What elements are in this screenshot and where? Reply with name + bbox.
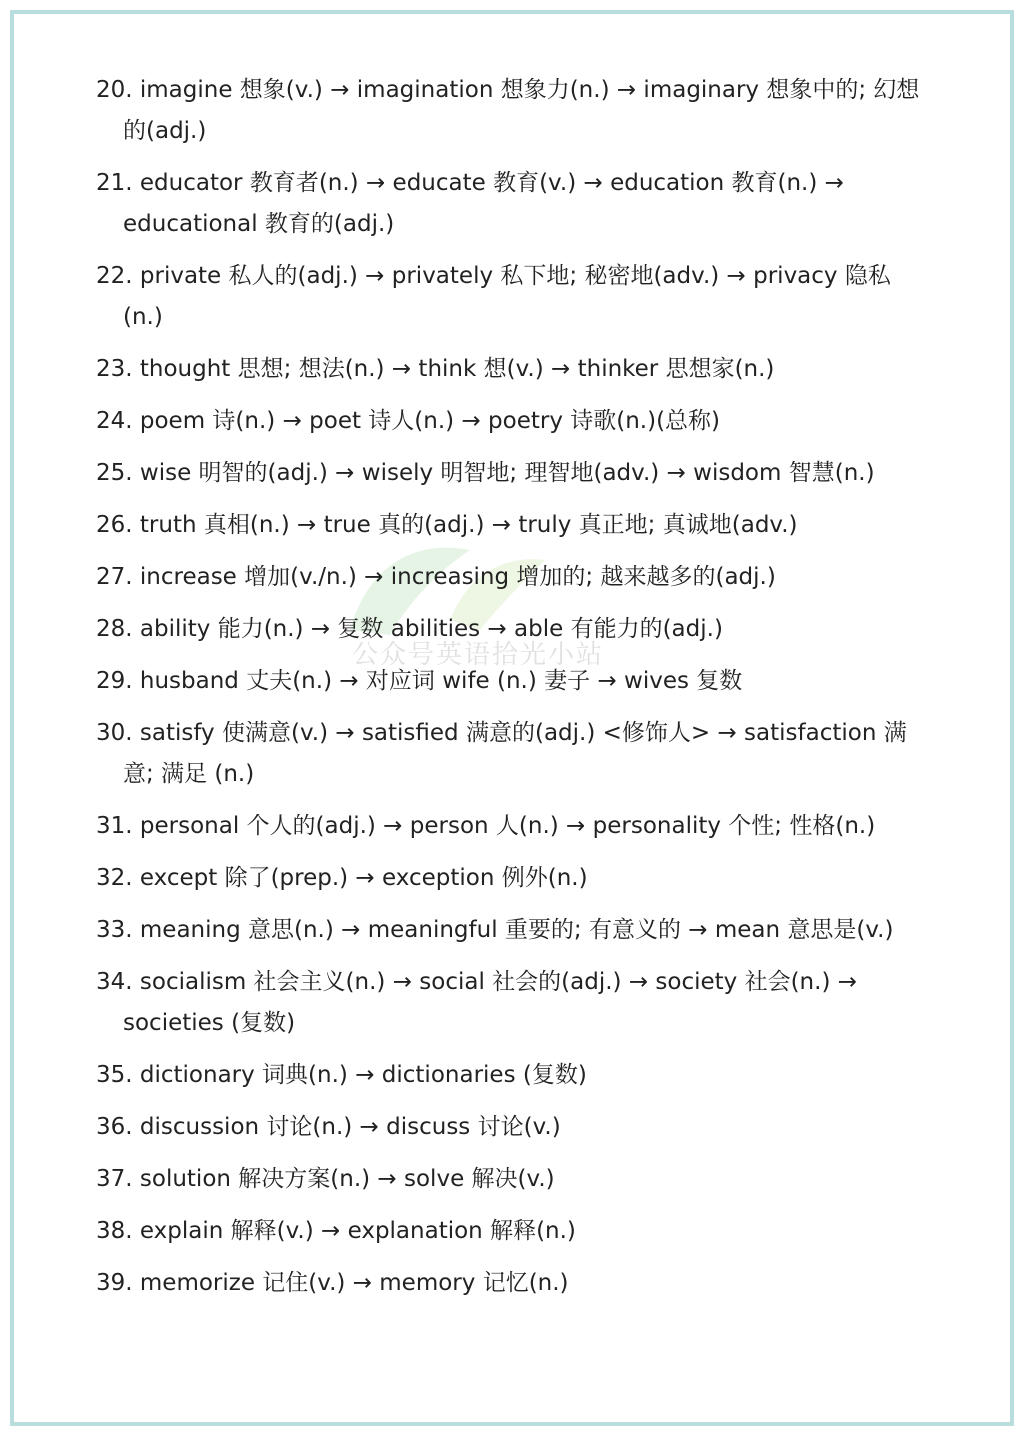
list-item: 31. personal 个人的(adj.) → person 人(n.) → personality 个性; 性格(n.): [96, 813, 876, 839]
watermark-text: 公众号英语拾光小站: [352, 640, 605, 670]
list-item: 39. memorize 记住(v.) → memory 记忆(n.): [96, 1270, 569, 1296]
list-item: 23. thought 思想; 想法(n.) → think 想(v.) → thinker 思想家(n.): [96, 356, 775, 382]
list-item: 36. discussion 讨论(n.) → discuss 讨论(v.): [96, 1114, 561, 1140]
list-item: 37. solution 解决方案(n.) → solve 解决(v.): [96, 1166, 555, 1192]
list-item: 22. private 私人的(adj.) → privately 私下地; 秘密地(adv.) → privacy 隐私(n.): [96, 263, 891, 330]
list-item: 35. dictionary 词典(n.) → dictionaries (复数): [96, 1062, 587, 1088]
list-item: 27. increase 增加(v./n.) → increasing 增加的; 越来越多的(adj.): [96, 564, 776, 590]
list-item: 21. educator 教育者(n.) → educate 教育(v.) → education 教育(n.) → educational 教育的(adj.): [96, 170, 844, 237]
list-item: 34. socialism 社会主义(n.) → social 社会的(adj.) → society 社会(n.) → societies (复数): [96, 969, 857, 1036]
list-item: 28. ability 能力(n.) → 复数 abilities → able 有能力的(adj.): [96, 616, 723, 642]
list-item: 26. truth 真相(n.) → true 真的(adj.) → truly 真正地; 真诚地(adv.): [96, 512, 798, 538]
list-item: 38. explain 解释(v.) → explanation 解释(n.): [96, 1218, 576, 1244]
list-item: 29. husband 丈夫(n.) → 对应词 wife (n.) 妻子 → wives 复数: [96, 668, 743, 694]
list-item: 32. except 除了(prep.) → exception 例外(n.): [96, 865, 588, 891]
list-item: 25. wise 明智的(adj.) → wisely 明智地; 理智地(adv.) → wisdom 智慧(n.): [96, 460, 875, 486]
word-derivation-list: [96, 70, 926, 1315]
list-item: 33. meaning 意思(n.) → meaningful 重要的; 有意义的 → mean 意思是(v.): [96, 917, 894, 943]
list-item: 20. imagine 想象(v.) → imagination 想象力(n.) → imaginary 想象中的; 幻想的(adj.): [96, 77, 920, 144]
list-item: 24. poem 诗(n.) → poet 诗人(n.) → poetry 诗歌(n.)(总称): [96, 408, 721, 434]
list-item: 30. satisfy 使满意(v.) → satisfied 满意的(adj.) <修饰人> → satisfaction 满意; 满足 (n.): [96, 720, 907, 787]
